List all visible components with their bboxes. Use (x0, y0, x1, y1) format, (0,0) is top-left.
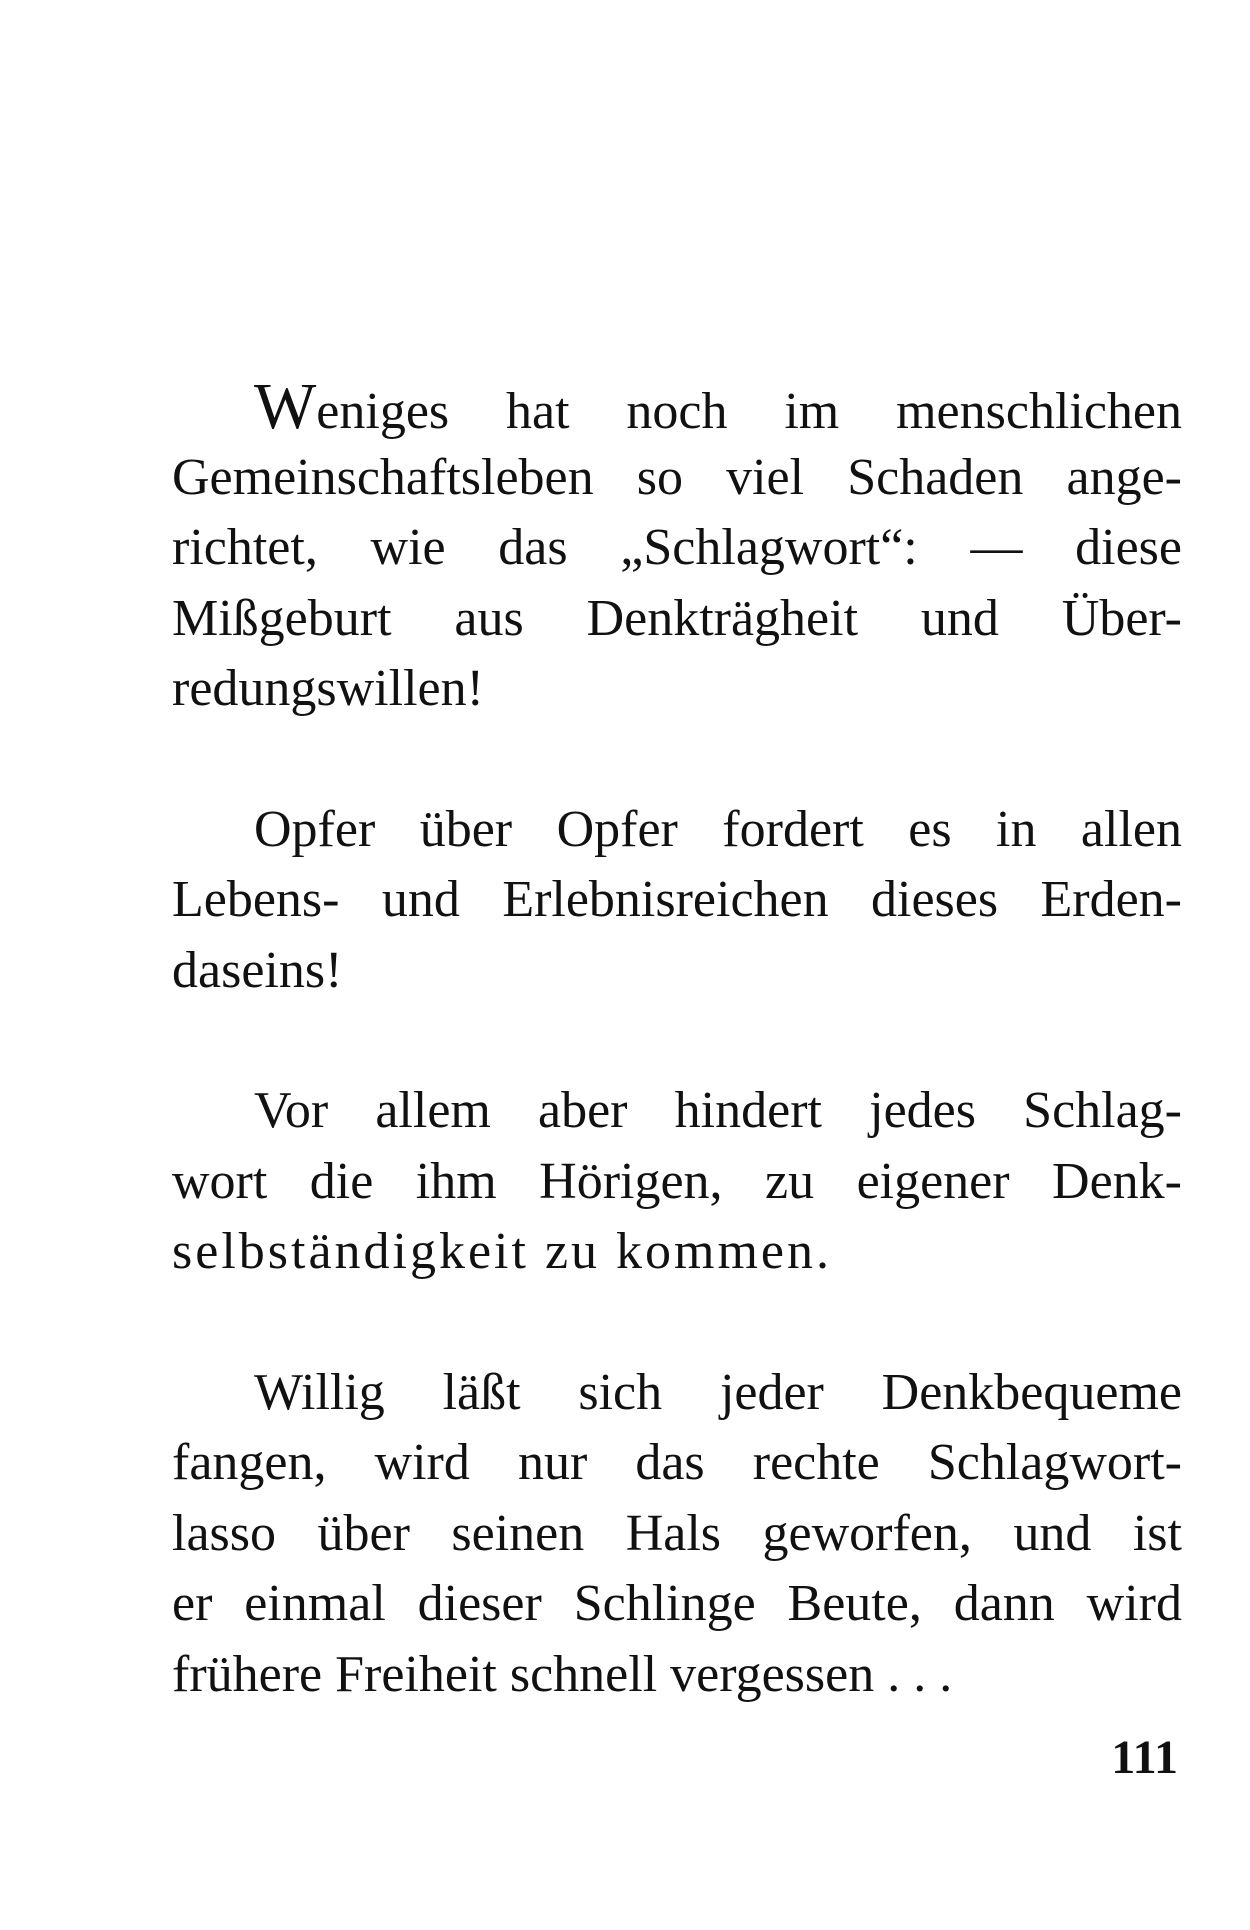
paragraph (172, 372, 1182, 725)
paragraph (172, 795, 1182, 1007)
text-line: er einmal dieser Schlinge Beute, dann wird (172, 1575, 1182, 1632)
line-text: eniges hat noch im menschlichen (316, 383, 1182, 440)
text-line: wort die ihm Hörigen, zu eigener Denk- (172, 1152, 1182, 1210)
text-line: Willig läßt sich jeder Denkbequeme (254, 1363, 1182, 1421)
text-line: frühere Freiheit schnell vergessen . . . (172, 1645, 953, 1703)
text-line: Lebens- und Erlebnisreichen dieses Erden- (172, 871, 1182, 928)
body-text (172, 372, 1182, 1710)
paragraph-gap (172, 725, 1182, 795)
text-line: richtet, wie das „Schlagwort“: — diese (172, 519, 1182, 576)
text-line: redungswillen! (172, 660, 484, 717)
paragraph-gap (172, 1288, 1182, 1358)
text-line: Mißgeburt aus Denkträgheit und Über- (172, 589, 1182, 647)
paragraph (172, 1358, 1182, 1711)
text-line: selbständigkeit zu kommen. (172, 1223, 833, 1280)
initial-letter: W (254, 372, 317, 443)
text-line: fangen, wird nur das rechte Schlagwort- (172, 1434, 1182, 1491)
text-line: Opfer über Opfer fordert es in allen (254, 800, 1182, 858)
text-line: Vor allem aber hindert jedes Schlag- (254, 1082, 1182, 1139)
text-line: lasso über seinen Hals geworfen, und ist (172, 1504, 1182, 1562)
page-number: 111 (1111, 1731, 1178, 1784)
paragraph-gap (172, 1006, 1182, 1076)
text-line: Gemeinschaftsleben so viel Schaden ange- (172, 448, 1182, 506)
text-line (172, 372, 1182, 443)
paragraph (172, 1076, 1182, 1288)
text-line: daseins! (172, 941, 343, 999)
